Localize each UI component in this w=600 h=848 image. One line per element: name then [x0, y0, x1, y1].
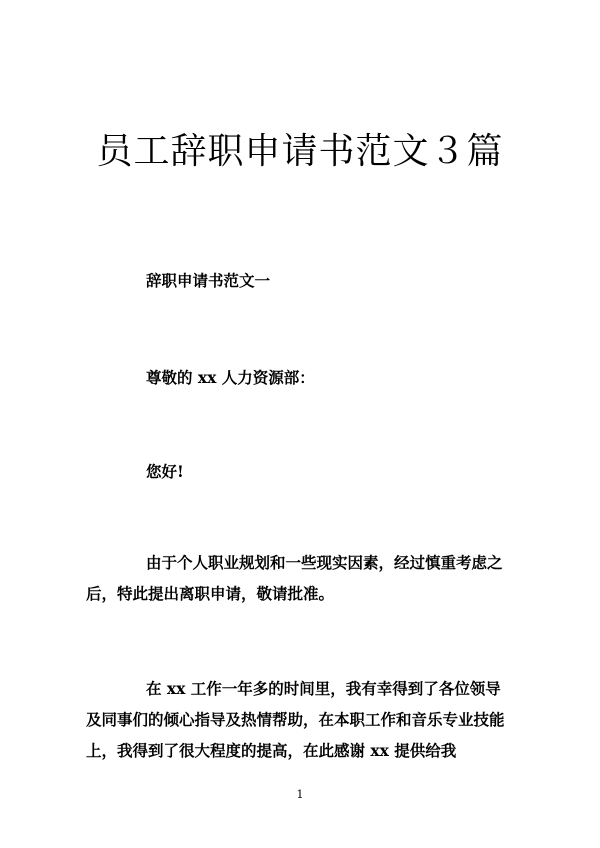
document-title: 员工辞职申请书范文３篇 — [96, 131, 504, 173]
salutation: 尊敬的 xx 人力资源部： — [146, 368, 315, 387]
body-paragraph: 在 xx 工作一年多的时间里，我有幸得到了各位领导及同事们的倾心指导及热情帮助，在本职工作和音乐专业技能上，我得到了很大程度的提高，在此感谢 xx 提供给我 — [86, 679, 505, 760]
page-number: 1 — [296, 788, 304, 801]
greeting: 您好! — [146, 462, 184, 481]
section-heading: 辞职申请书范文一 — [146, 271, 271, 290]
body-paragraph: 由于个人职业规划和一些现实因素，经过慎重考虑之后，特此提出离职申请，敬请批准。 — [86, 553, 503, 603]
